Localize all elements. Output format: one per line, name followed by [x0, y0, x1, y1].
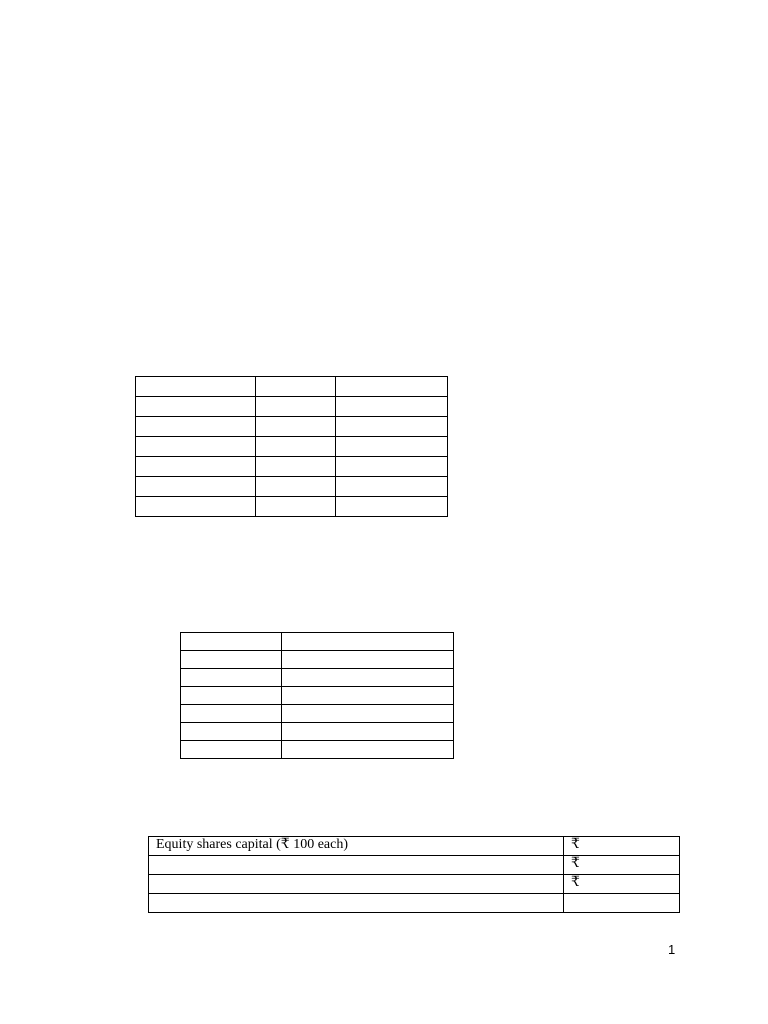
table-row	[136, 457, 448, 477]
capital-label-cell: Equity shares capital (₹ 100 each)	[149, 837, 564, 856]
table-row	[181, 687, 454, 705]
table-cell	[336, 497, 448, 517]
table-cell	[136, 497, 256, 517]
table-cell	[336, 377, 448, 397]
empty-table-two-column	[180, 632, 454, 759]
table-cell	[136, 437, 256, 457]
table-cell	[282, 723, 454, 741]
table-cell	[181, 687, 282, 705]
table-row	[136, 437, 448, 457]
table-row	[181, 633, 454, 651]
table-row	[149, 837, 680, 856]
table-cell	[282, 633, 454, 651]
table-cell	[282, 651, 454, 669]
table-row	[136, 477, 448, 497]
capital-label-cell	[149, 875, 564, 894]
table-cell	[282, 669, 454, 687]
table-cell	[256, 497, 336, 517]
table-cell	[181, 741, 282, 759]
table-cell	[181, 705, 282, 723]
table-cell	[336, 437, 448, 457]
rupee-cell	[564, 894, 680, 913]
table-cell	[256, 417, 336, 437]
page-number: 1	[668, 942, 676, 957]
capital-label-cell	[149, 856, 564, 875]
table-cell	[256, 457, 336, 477]
rupee-cell: ₹	[564, 837, 680, 856]
table-row	[181, 705, 454, 723]
table-cell	[136, 377, 256, 397]
table-cell	[282, 741, 454, 759]
table-cell	[336, 477, 448, 497]
table-cell	[256, 437, 336, 457]
table-cell	[282, 687, 454, 705]
table-cell	[181, 633, 282, 651]
table-cell	[181, 669, 282, 687]
table-cell	[181, 651, 282, 669]
table-cell	[336, 457, 448, 477]
table-row	[181, 741, 454, 759]
table-cell	[256, 397, 336, 417]
table-row	[136, 397, 448, 417]
table-row	[181, 723, 454, 741]
table-row	[149, 894, 680, 913]
table-cell	[136, 397, 256, 417]
table-cell	[256, 377, 336, 397]
capital-label-cell	[149, 894, 564, 913]
capital-table	[148, 836, 680, 913]
table-row	[181, 651, 454, 669]
rupee-cell: ₹	[564, 875, 680, 894]
empty-table-three-column	[135, 376, 448, 517]
table-cell	[336, 417, 448, 437]
table-row	[136, 417, 448, 437]
table-row	[181, 669, 454, 687]
table-cell	[282, 705, 454, 723]
table-row	[149, 875, 680, 894]
table-cell	[136, 477, 256, 497]
table-cell	[336, 397, 448, 417]
table-cell	[136, 457, 256, 477]
rupee-cell: ₹	[564, 856, 680, 875]
table-cell	[136, 417, 256, 437]
table-row	[136, 377, 448, 397]
table-cell	[256, 477, 336, 497]
table-row	[149, 856, 680, 875]
table-cell	[181, 723, 282, 741]
table-row	[136, 497, 448, 517]
